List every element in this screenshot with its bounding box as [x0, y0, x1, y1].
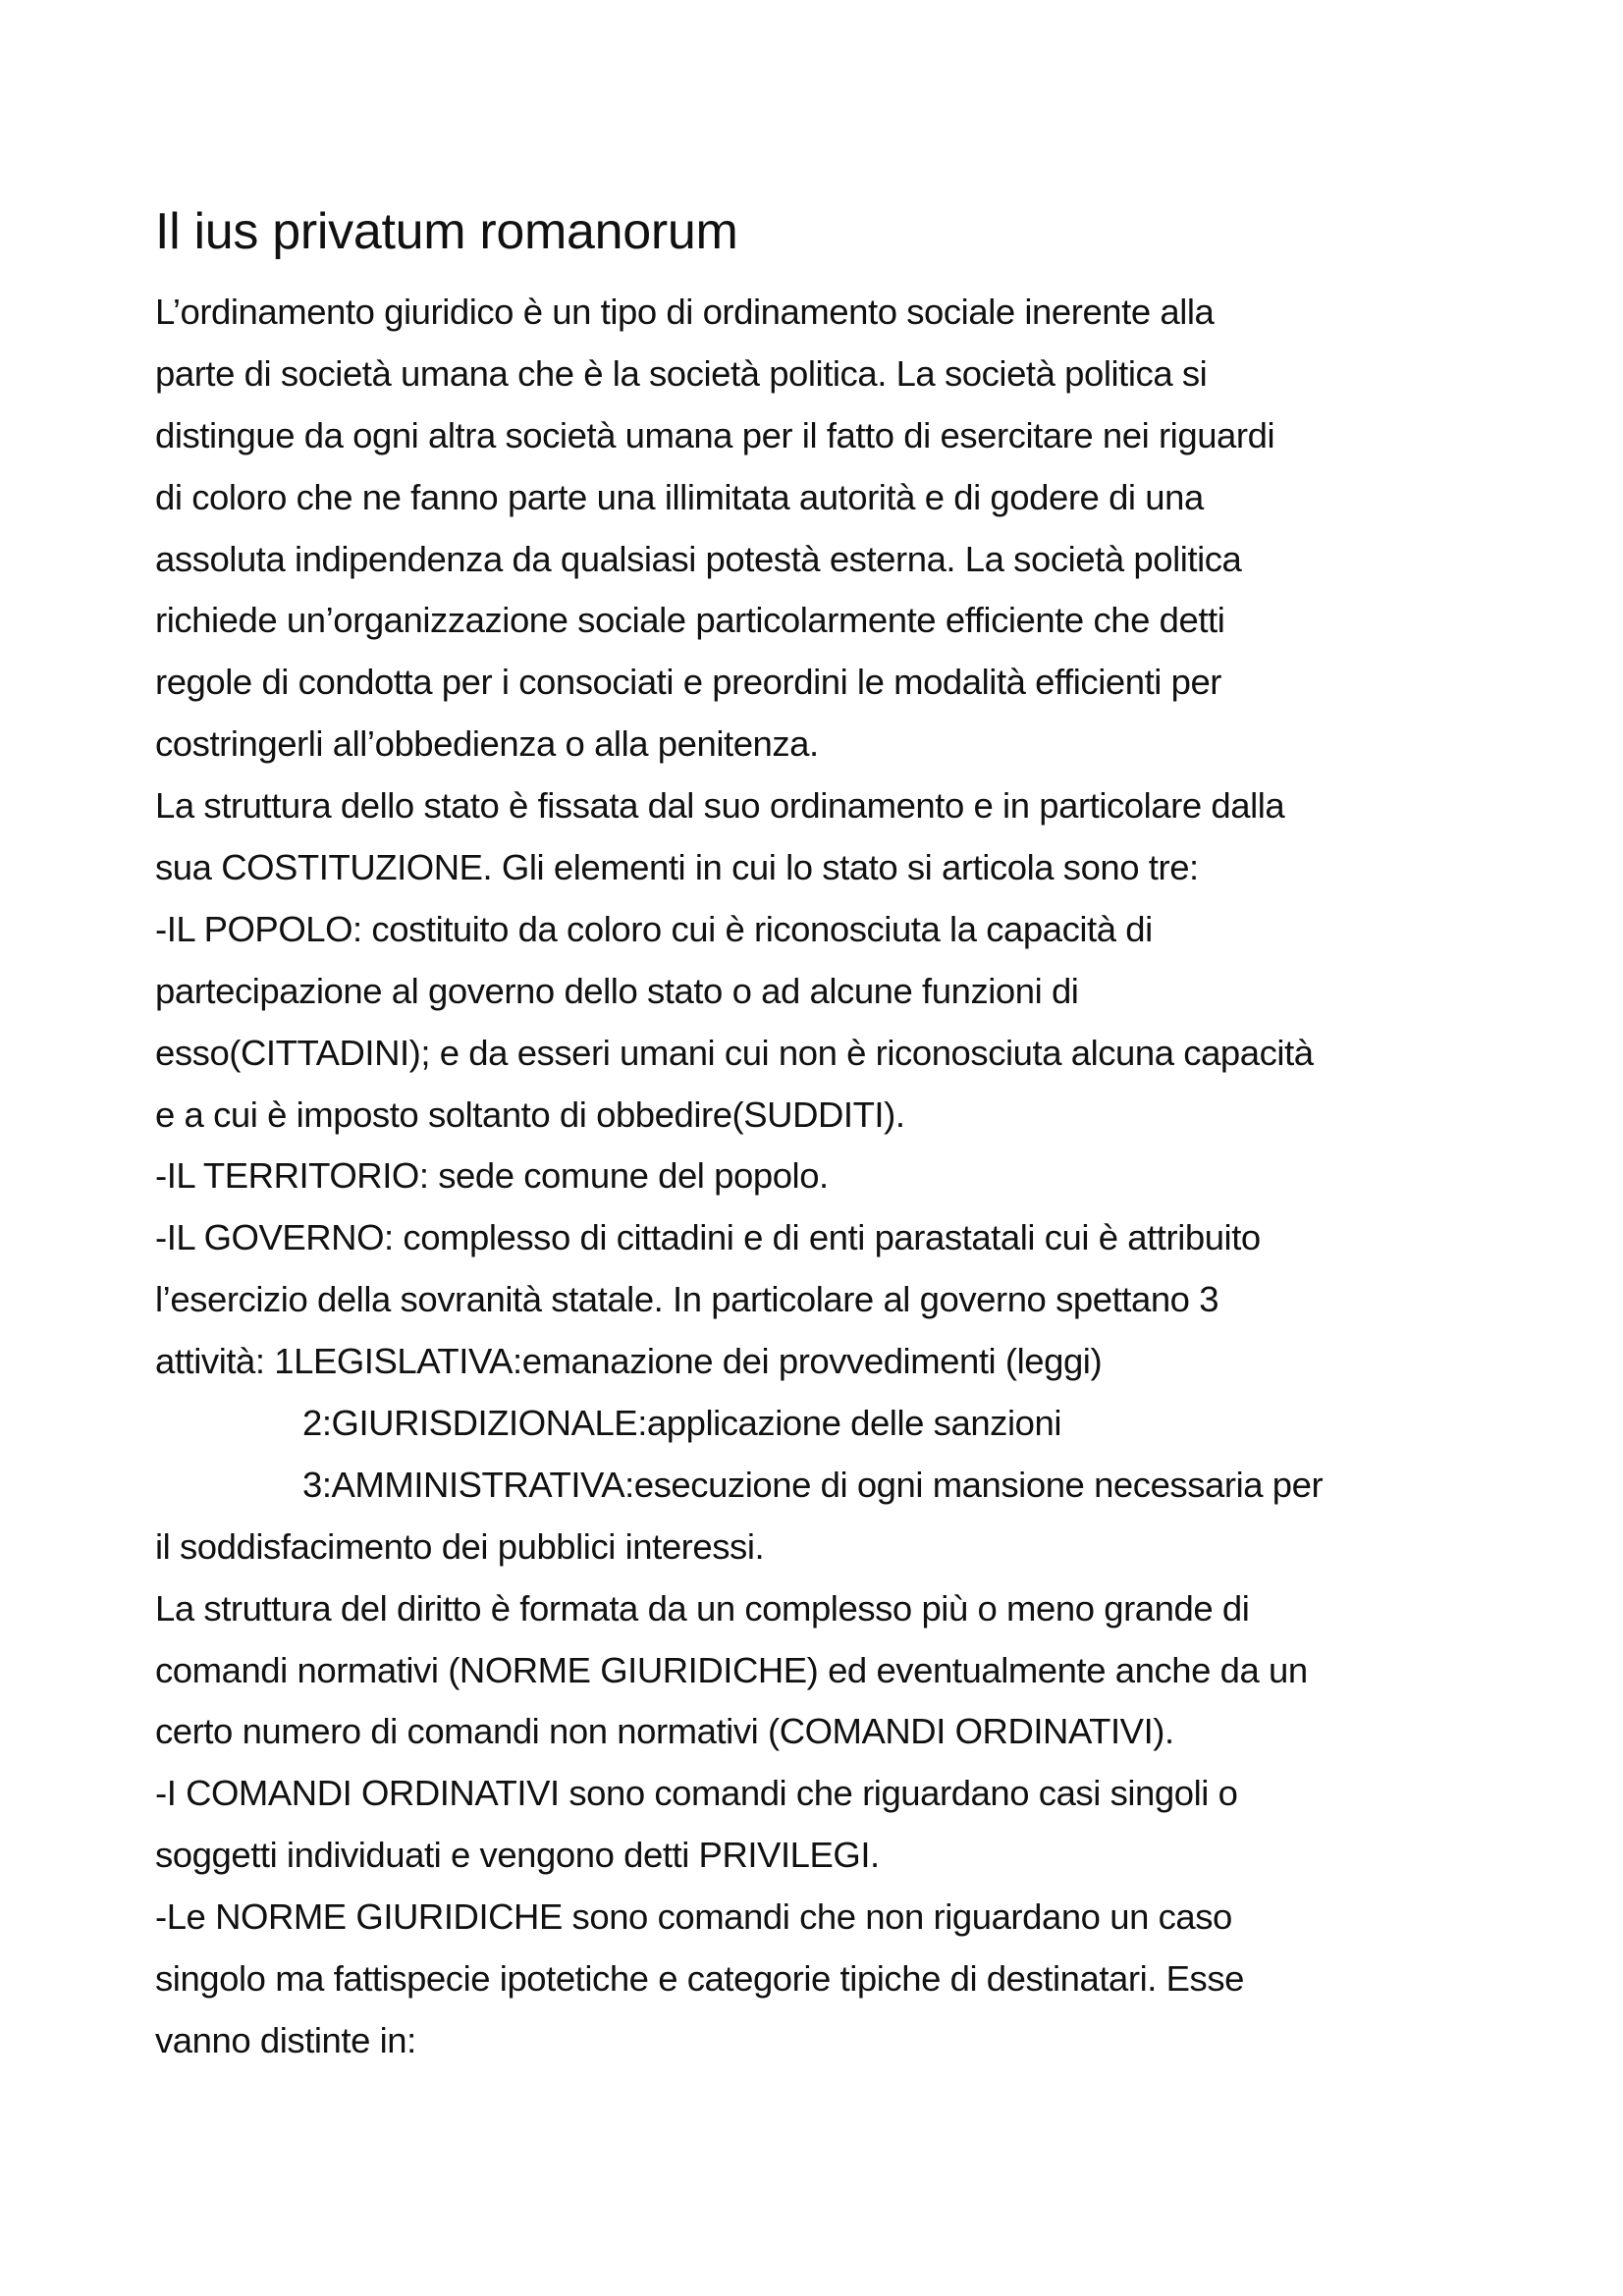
- text-line: -IL TERRITORIO: sede comune del popolo.: [155, 1155, 829, 1197]
- document-body: [155, 282, 1530, 2072]
- text-line: attività: 1LEGISLATIVA:emanazione dei provvedimenti (leggi): [155, 1341, 1103, 1382]
- text-line: vanno distinte in:: [155, 2019, 416, 2060]
- text-line: -Le NORME GIURIDICHE sono comandi che non riguardano un caso: [155, 1896, 1232, 1938]
- text-line-indented: 3:AMMINISTRATIVA:esecuzione di ogni mansione necessaria per: [302, 1464, 1324, 1505]
- text-line: -IL GOVERNO: complesso di cittadini e di enti parastatali cui è attribuito: [155, 1217, 1261, 1258]
- text-line: La struttura dello stato è fissata dal suo ordinamento e in particolare dalla: [155, 785, 1285, 827]
- text-line-indented: 2:GIURISDIZIONALE:applicazione delle sanzioni: [302, 1403, 1061, 1444]
- document-title: Il ius privatum romanorum: [155, 203, 738, 260]
- text-line: -IL POPOLO: costituito da coloro cui è riconosciuta la capacità di: [155, 908, 1153, 949]
- text-line: e a cui è imposto soltanto di obbedire(SUDDITI).: [155, 1094, 905, 1135]
- text-line: partecipazione al governo dello stato o ad alcune funzioni di: [155, 970, 1079, 1011]
- text-line: comandi normativi (NORME GIURIDICHE) ed eventualmente anche da un: [155, 1649, 1308, 1690]
- text-line: -I COMANDI ORDINATIVI sono comandi che riguardano casi singoli o: [155, 1773, 1238, 1814]
- text-line: L’ordinamento giuridico è un tipo di ordinamento sociale inerente alla: [155, 292, 1215, 332]
- text-line: singolo ma fattispecie ipotetiche e categorie tipiche di destinatari. Esse: [155, 1958, 1244, 2000]
- text-line: assoluta indipendenza da qualsiasi potestà esterna. La società politica: [155, 538, 1242, 579]
- text-line: sua COSTITUZIONE. Gli elementi in cui lo stato si articola sono tre:: [155, 847, 1199, 888]
- text-line: distingue da ogni altra società umana per il fatto di esercitare nei riguardi: [155, 414, 1275, 455]
- text-line: esso(CITTADINI); e da esseri umani cui non è riconosciuta alcuna capacità: [155, 1032, 1314, 1073]
- text-line: La struttura del diritto è formata da un complesso più o meno grande di: [155, 1587, 1250, 1629]
- text-line: costringerli all’obbedienza o alla penitenza.: [155, 723, 819, 765]
- text-line: il soddisfacimento dei pubblici interessi.: [155, 1525, 765, 1567]
- text-line: regole di condotta per i consociati e preordini le modalità efficienti per: [155, 662, 1222, 703]
- text-line: certo numero di comandi non normativi (COMANDI ORDINATIVI).: [155, 1711, 1174, 1752]
- text-line: parte di società umana che è la società politica. La società politica si: [155, 352, 1208, 394]
- text-line: l’esercizio della sovranità statale. In particolare al governo spettano 3: [155, 1279, 1219, 1320]
- text-line: di coloro che ne fanno parte una illimitata autorità e di godere di una: [155, 476, 1204, 517]
- text-line: soggetti individuati e vengono detti PRIVILEGI.: [155, 1835, 880, 1876]
- text-line: richiede un’organizzazione sociale particolarmente efficiente che detti: [155, 600, 1225, 641]
